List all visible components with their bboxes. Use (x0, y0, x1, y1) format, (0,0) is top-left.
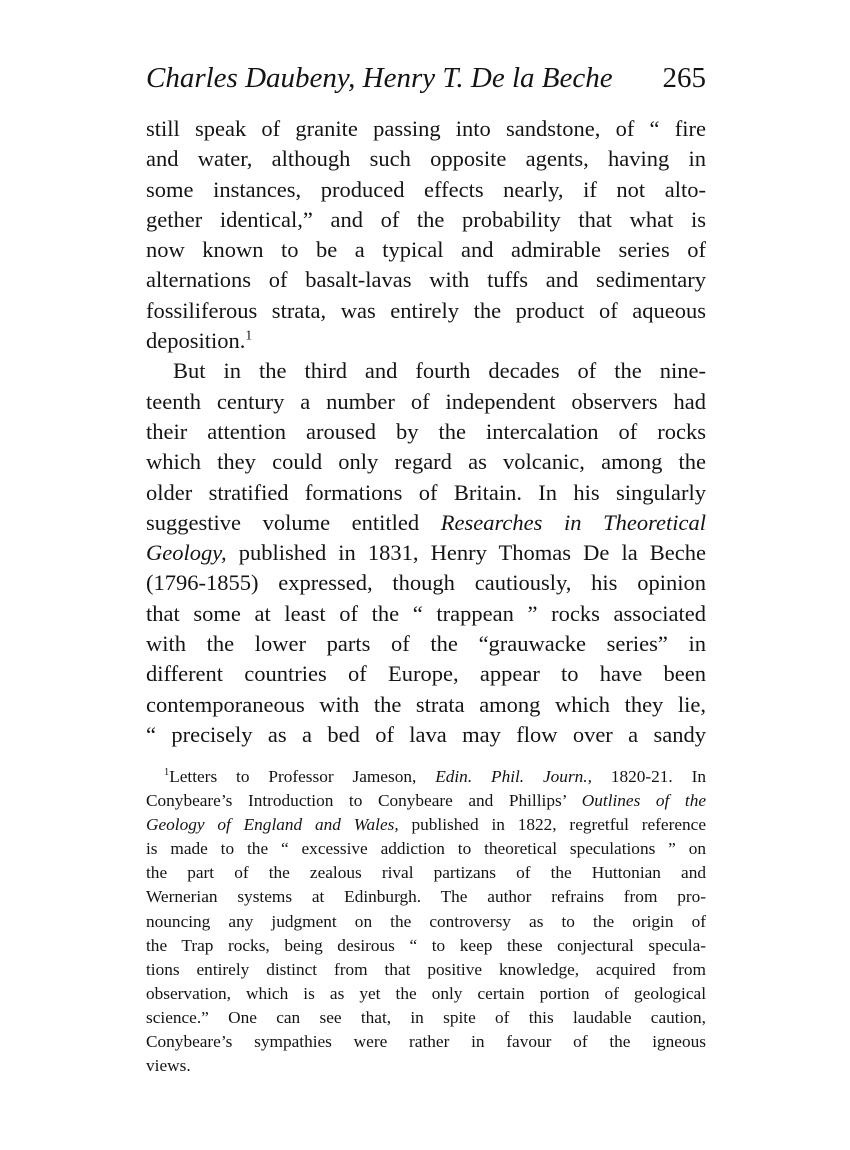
body-line: contemporaneous with the strata among which they lie, (146, 691, 706, 717)
body-line: still speak of granite passing into sandstone, of “ fire (146, 116, 706, 141)
body-line (146, 326, 706, 356)
running-head (146, 58, 706, 98)
body-line (146, 538, 706, 568)
footnote-line: nouncing any judgment on the controversy as to the origin of (146, 911, 706, 931)
body-line: (1796-1855) expressed, though cautiously, his opinion (146, 570, 706, 596)
footnote-line: Wernerian systems at Edinburgh. The author refrains from pro- (146, 887, 706, 907)
body-line: that some at least of the “ trappean ” rocks associated (146, 600, 706, 626)
body-line: gether identical,” and of the probability that what is (146, 206, 706, 232)
book-title: Geology of England and Wales, (146, 815, 399, 835)
book-title: Geology, (146, 540, 227, 566)
footnote-marker: 1 (164, 767, 170, 779)
body-line: with the lower parts of the “grauwacke series” in (146, 631, 706, 657)
body-line: alternations of basalt-lavas with tuffs and sedimentary (146, 267, 706, 293)
footnote-line: the part of the zealous rival partizans of the Huttonian and (146, 863, 706, 883)
footnote-line: Conybeare’s sympathies were rather in favour of the igneous (146, 1032, 706, 1052)
footnote-text: Conybeare’s Introduction to Conybeare and Phillips’ (146, 791, 567, 811)
footnote-line: the Trap rocks, being desirous “ to keep these conjectural specula- (146, 935, 706, 955)
body-line: teenth century a number of independent observers had (146, 388, 706, 414)
body-line: But in the third and fourth decades of the nine- (173, 358, 706, 384)
footnote-line (146, 765, 706, 789)
body-line-text: deposition. (146, 328, 246, 354)
footnote-line: observation, which is as yet the only certain portion of geological (146, 983, 706, 1003)
body-line: their attention aroused by the intercalation of rocks (146, 418, 706, 444)
body-line-text: suggestive volume entitled (146, 509, 420, 535)
footnote (146, 765, 706, 1078)
footnote-text: published in 1822, regretful reference (411, 815, 706, 835)
body-line: older stratified formations of Britain. In his singularly (146, 479, 706, 505)
footnote-text: 1820-21. In (610, 767, 707, 786)
body-line: “ precisely as a bed of lava may flow over a sandy (146, 721, 706, 747)
body-text (146, 114, 706, 750)
footnote-line: views. (146, 1056, 191, 1076)
footnote-line: science.” One can see that, in spite of this laudable caution, (146, 1007, 706, 1027)
footnote-reference: 1 (245, 327, 253, 343)
body-line: now known to be a typical and admirable series of (146, 237, 706, 263)
body-line: some instances, produced effects nearly, if not alto- (146, 176, 706, 202)
footnote-line: tions entirely distinct from that positive knowledge, acquired from (146, 959, 706, 979)
book-title: Outlines of the (581, 791, 707, 811)
journal-title: Edin. Phil. Journ., (435, 767, 592, 786)
book-title: Researches in Theoretical (440, 509, 706, 535)
footnote-line: is made to the “ excessive addiction to theoretical speculations ” on (146, 839, 706, 859)
body-line: and water, although such opposite agents, having in (146, 146, 706, 172)
body-line (146, 508, 706, 538)
footnote-line (146, 813, 706, 837)
body-line: which they could only regard as volcanic, among the (146, 449, 706, 475)
footnote-text: Letters to Professor Jameson, (169, 767, 417, 786)
running-head-title: Charles Daubeny, Henry T. De la Beche (146, 62, 613, 94)
body-line-text: published in 1831, Henry Thomas De la Beche (238, 540, 707, 566)
body-line: different countries of Europe, appear to have been (146, 661, 706, 687)
footnote-line (146, 789, 706, 813)
body-line: fossiliferous strata, was entirely the product of aqueous (146, 297, 706, 323)
page-number: 265 (662, 62, 706, 94)
